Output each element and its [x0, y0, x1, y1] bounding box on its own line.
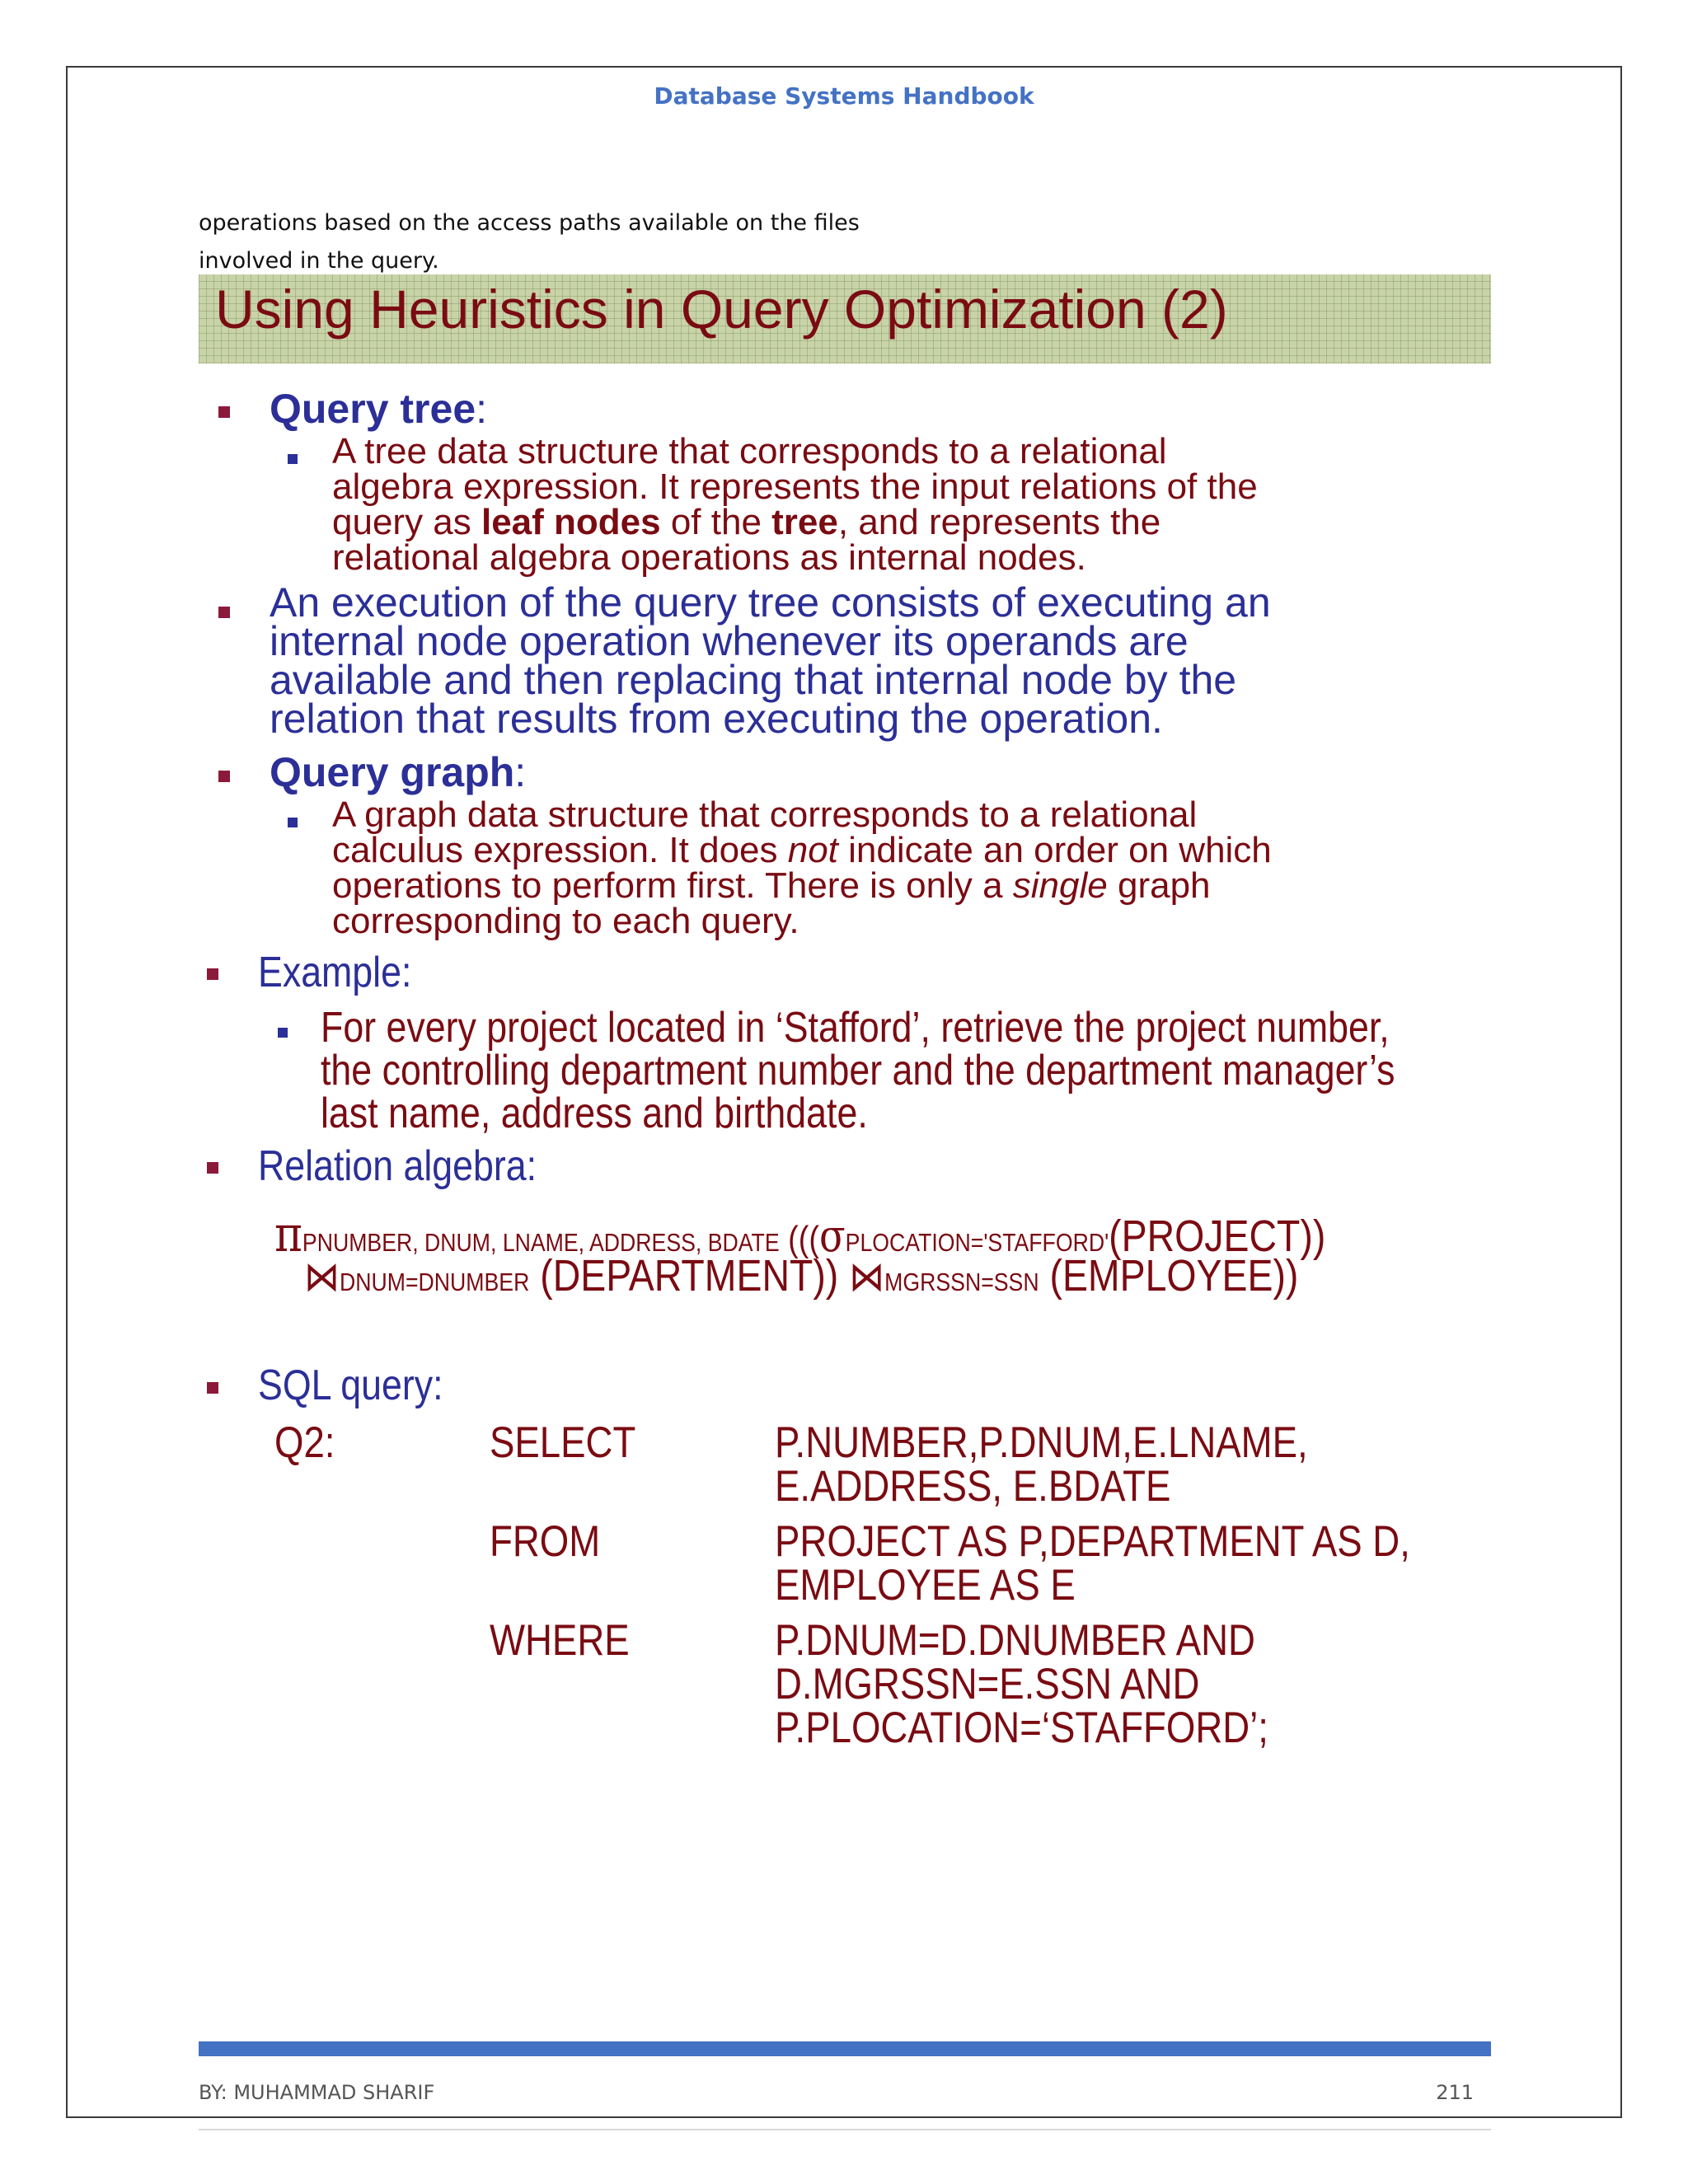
colon: :	[514, 749, 527, 795]
sql-from-line-1: PROJECT AS P,DEPARTMENT AS D,	[775, 1517, 1410, 1566]
execution-line-2: internal node operation whenever its operands are	[270, 618, 1189, 664]
department-relation: (DEPARTMENT))	[529, 1251, 850, 1301]
tree-bold: tree	[771, 502, 838, 542]
text-span: graph	[1107, 865, 1211, 906]
sql-where-line-1: P.DNUM=D.DNUMBER AND	[775, 1616, 1255, 1665]
page-header-title: Database Systems Handbook	[654, 82, 1034, 110]
query-graph-line-4: corresponding to each query.	[332, 901, 799, 941]
sql-query-heading: SQL query:	[258, 1361, 443, 1409]
relation-algebra-line-2	[304, 1250, 1298, 1301]
query-graph-line-1: A graph data structure that corresponds to a relational	[332, 794, 1198, 835]
text-span: operations to perform first. There is only a	[332, 865, 1013, 906]
query-graph-heading: Query graph	[270, 749, 515, 795]
footer-page-number: 211	[1436, 2081, 1474, 2104]
example-heading: Example:	[258, 949, 412, 996]
query-tree-line-3	[332, 504, 1160, 540]
not-italic: not	[787, 830, 838, 870]
slide-image	[199, 274, 1491, 1787]
text-span: indicate an order on which	[837, 830, 1272, 870]
query-tree-heading-line	[270, 385, 487, 433]
sql-select-keyword: SELECT	[490, 1418, 636, 1467]
bullet-marker	[207, 968, 218, 980]
text-span: of the	[660, 502, 772, 542]
sql-select-line-2: E.ADDRESS, E.BDATE	[775, 1462, 1171, 1511]
execution-line-3: available and then replacing that internal node by the	[270, 657, 1237, 703]
single-italic: single	[1012, 865, 1108, 906]
query-tree-line-2: algebra expression. It represents the input relations of the	[332, 466, 1258, 507]
example-line-2: the controlling department number and the department manager’s	[321, 1047, 1395, 1094]
sql-where-line-2: D.MGRSSN=E.SSN AND	[775, 1660, 1200, 1708]
query-tree-heading: Query tree	[270, 386, 476, 432]
slide-title-bar	[199, 274, 1491, 363]
sub-bullet-marker	[288, 818, 298, 827]
text-span: query as	[332, 502, 481, 542]
join-2-subscript: MGRSSN=SSN	[884, 1268, 1039, 1296]
query-graph-heading-line	[270, 748, 526, 796]
join-symbol-2: ⋈	[849, 1253, 885, 1301]
execution-line-1: An execution of the query tree consists of executing an	[270, 579, 1271, 626]
query-tree-line-4: relational algebra operations as internal nodes.	[332, 537, 1086, 578]
text-span: calculus expression. It does	[332, 830, 788, 870]
sql-where-line-3: P.PLOCATION=‘STAFFORD’;	[775, 1704, 1268, 1752]
example-line-3: last name, address and birthdate.	[321, 1090, 868, 1137]
project-relation: (PROJECT))	[1109, 1212, 1326, 1261]
sql-from-line-2: EMPLOYEE AS E	[775, 1561, 1076, 1610]
query-graph-line-2	[332, 832, 1272, 868]
sigma-subscript: PLOCATION='STAFFORD'	[845, 1228, 1109, 1257]
sql-select-line-1: P.NUMBER,P.DNUM,E.LNAME,	[775, 1418, 1308, 1467]
footer-author: BY: MUHAMMAD SHARIF	[199, 2081, 435, 2104]
open-parens: (((	[779, 1219, 819, 1259]
intro-line-1: operations based on the access paths available on the files	[199, 210, 860, 236]
bullet-marker	[218, 607, 230, 618]
sql-label: Q2:	[274, 1418, 335, 1467]
execution-line-4: relation that results from executing the operation.	[270, 696, 1163, 742]
leaf-nodes-bold: leaf nodes	[481, 502, 661, 542]
example-line-1: For every project located in ‘Stafford’, retrieve the project number,	[321, 1004, 1390, 1052]
colon: :	[476, 386, 488, 432]
footer-divider	[199, 2129, 1491, 2130]
query-graph-line-3	[332, 865, 1211, 906]
join-symbol-1: ⋈	[304, 1253, 340, 1301]
employee-relation: (EMPLOYEE))	[1039, 1251, 1299, 1301]
intro-line-2: involved in the query.	[199, 248, 439, 274]
sql-from-keyword: FROM	[490, 1517, 601, 1566]
text-span: , and represents the	[837, 502, 1161, 542]
sub-bullet-marker	[278, 1028, 288, 1038]
pi-symbol: π	[274, 1206, 302, 1263]
slide-title: Using Heuristics in Query Optimization (2)	[215, 279, 1228, 340]
pi-subscript: PNUMBER, DNUM, LNAME, ADDRESS, BDATE	[302, 1228, 780, 1257]
join-1-subscript: DNUM=DNUMBER	[340, 1268, 530, 1296]
bullet-marker	[207, 1382, 218, 1394]
intro-text	[199, 204, 860, 280]
relation-algebra-heading: Relation algebra:	[258, 1142, 537, 1190]
bullet-marker	[218, 771, 230, 782]
sub-bullet-marker	[288, 454, 298, 464]
sql-where-keyword: WHERE	[490, 1616, 630, 1665]
sigma-symbol: σ	[818, 1210, 846, 1262]
query-tree-line-1: A tree data structure that corresponds to a relational	[332, 431, 1167, 471]
footer-accent-bar	[199, 2041, 1491, 2056]
bullet-marker	[218, 406, 230, 418]
bullet-marker	[207, 1162, 218, 1174]
